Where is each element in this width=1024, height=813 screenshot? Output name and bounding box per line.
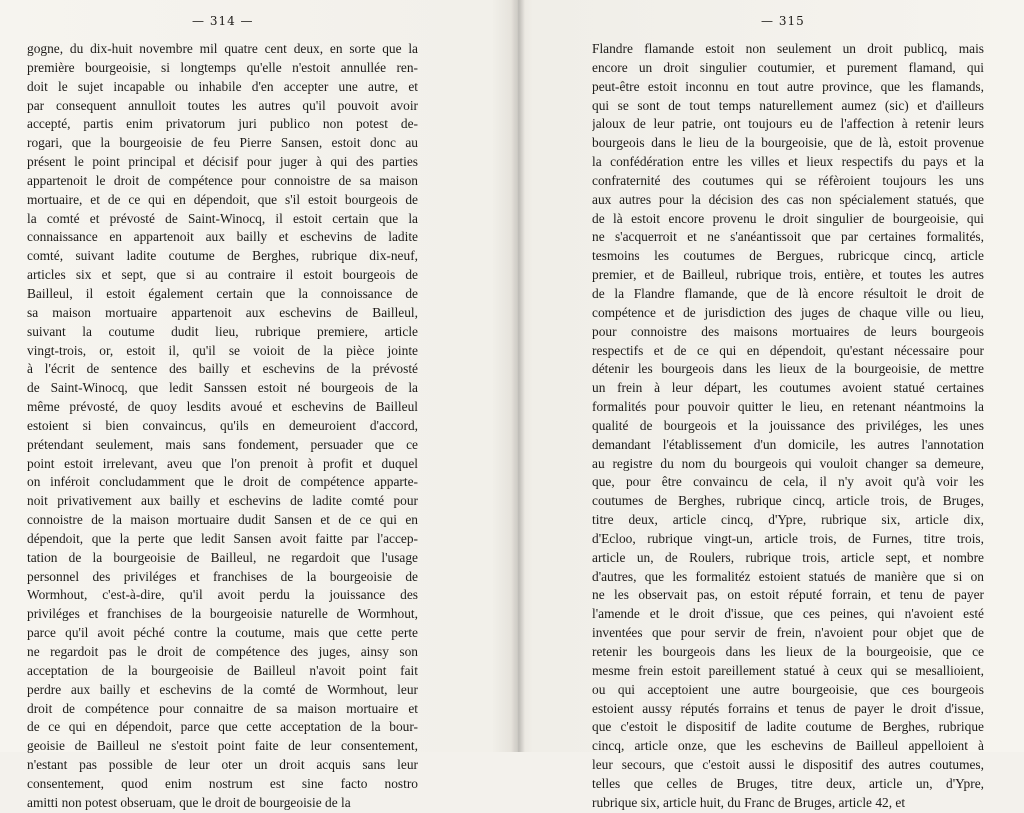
text-line: ne les observait pas, on estoit réputé forrain, et tenu de payer — [592, 587, 984, 603]
text-line: que, pour être convaincu de cela, il n'y avoit qu'à voir les — [592, 474, 984, 490]
text-line: titre deux, article cincq, d'Ypre, rubrique six, article dix, — [592, 512, 984, 528]
text-line: d'autres, que les formalitéz estoient statués de manière que si on — [592, 568, 984, 584]
text-line: de Saint-Winocq, que ledit Sanssen estoit né bourgeois de la — [27, 380, 418, 396]
text-line: mesme frein estoit pareillement statué à ceux qui se mesallioient, — [592, 662, 984, 678]
text-line: compétence et de jurisdiction des juges de chaque ville ou lieu, — [592, 304, 984, 320]
text-line: mortuaire, et de ce qui en dépendoit, que s'il estoit bourgeois de — [27, 191, 418, 207]
text-line: pour connoistre des maisons mortuaires de leurs bourgeois — [592, 323, 984, 339]
text-line: accepté, partis enim privatorum juri publico non potest de- — [27, 116, 418, 132]
text-line: comté, suivant ladite coutume de Berghes, rubrique dix-neuf, — [27, 248, 418, 264]
text-line: rogari, que la bourgeoisie de feu Pierre Sansen, estoit donc au — [27, 135, 418, 151]
text-line: bourgeois dans le lieu de la bourgeoisie, que de là, estoit provenue — [592, 135, 984, 151]
text-line: même prévosté, de quoy lesdits avoué et eschevins de Bailleul — [27, 399, 418, 415]
text-line: noit privativement aux bailly et eschevins de ladite comté pour — [27, 493, 418, 509]
left-page-text — [27, 40, 418, 813]
text-line: détenir les bourgeois dans les lieux de la bourgeoisie, de mettre — [592, 361, 984, 377]
text-line: présent le point principal et décisif pour juger à qui des parties — [27, 154, 418, 170]
text-line: l'amende et le droit d'issue, que ces peines, qui n'avoient esté — [592, 606, 984, 622]
text-line: ou qui acceptoient une autre bourgeoisie, que ces bourgeois — [592, 681, 984, 697]
text-line: connoistre de la maison mortuaire dudit Sansen et de ce qui en — [27, 512, 418, 528]
text-line: formalités pour pouvoir quitter le lieu, en retenant néantmoins la — [592, 399, 984, 415]
text-line: un frein à leur départ, les coutumes avoient statué certaines — [592, 380, 984, 396]
text-line: qui se sont de tout temps naturellement aumez (sic) et d'ailleurs — [592, 97, 984, 113]
text-line: doit le sujet incapable ou inhabile d'en accepter une autre, et — [27, 78, 418, 94]
text-line: Wormhout, c'est-à-dire, qu'il avoit perdu la jouissance des — [27, 587, 418, 603]
left-page — [0, 0, 511, 810]
text-line: retenir les bourgeois dans les lieux de la bourgeoisie, que ce — [592, 644, 984, 659]
text-line: Bailleul, il estoit également certain que la connoissance de — [27, 285, 418, 301]
book-gutter — [511, 0, 525, 752]
text-line: geoisie de Bailleul ne s'estoit point faite de leur consentement, — [27, 738, 418, 754]
text-line: de la Flandre flamande, que de là encore résultoit le droit de — [592, 285, 984, 301]
text-line: prétendant seulement, mais sans fondement, persuader que ce — [27, 436, 418, 452]
text-line: sa maison mortuaire appartenoit aux eschevins de Bailleul, — [27, 304, 418, 320]
text-line: par consequent annulloit toutes les autres qu'il pouvoit avoir — [27, 97, 418, 113]
text-line: priviléges et franchises de la bourgeoisie naturelle de Wormhout, — [27, 606, 418, 622]
right-page-number: — 315 — [761, 14, 805, 28]
left-page-number: — 314 — — [192, 14, 254, 28]
text-line: on inféroit concludamment que le droit de compétence apparte- — [27, 474, 418, 490]
text-line: n'estant pas possible de leur oter un droit acquis sans leur — [27, 757, 418, 773]
text-line: respectifs et de ce qui en dépendoit, qu'estant nécessaire pour — [592, 342, 984, 358]
right-page — [525, 0, 1024, 810]
text-line: aux autres pour la décision des cas non spécialement statués, que — [592, 191, 984, 207]
text-line: demandant l'établissement d'un domicile, les autres l'annotation — [592, 436, 984, 452]
text-line: appartenoit le droit de compétence pour connoistre de sa maison — [27, 172, 418, 188]
text-line: d'Ecloo, rubrique vingt-un, article trois, de Furnes, titre trois, — [592, 530, 984, 546]
text-line: première bourgeoisie, si longtemps qu'elle n'estoit annullée ren- — [27, 59, 418, 75]
text-line: leur secours, que c'estoit aussi le dispositif des autres coutumes, — [592, 757, 984, 773]
text-line: que c'estoit le dispositif de ladite coutume de Berghes, rubrique — [592, 719, 984, 735]
text-line: estoient si bien convaincus, qu'ils en demeuroient d'accord, — [27, 417, 418, 433]
text-line: coutumes de Berghes, rubrique cincq, article trois, de Bruges, — [592, 493, 984, 509]
text-line: gogne, du dix-huit novembre mil quatre cent deux, en sorte que la — [27, 41, 418, 56]
text-line: jaloux de leur patrie, ont toujours eu de l'affection à retenir leurs — [592, 116, 984, 132]
text-line: dépendoit, que la perte que ledit Sansen avoit faitte par l'accep- — [27, 530, 418, 546]
text-line: suivant la coutume dudit lieu, rubrique premiere, article — [27, 323, 418, 339]
text-line: point estoit irrelevant, aveu que l'on prenoit à profit et duquel — [27, 455, 418, 471]
text-line: qualité de bourgeois et la jouissance des priviléges, les unes — [592, 417, 984, 433]
text-line: de ce qui en dépendoit, parce que cette acceptation de la bour- — [27, 719, 418, 735]
text-line: à l'écrit de sentence des bailly et eschevins de la prévosté — [27, 361, 418, 377]
text-line: droit de compétence pour connaitre de sa maison mortuaire et — [27, 700, 418, 716]
text-line: ne regardoit pas le droit de compétence des juges, ainsy son — [27, 644, 418, 659]
text-line: rubrique six, article huit, du Franc de Bruges, article 42, et — [592, 794, 906, 810]
text-line: peut-être estoit inconnu en tout autre province, que les flamands, — [592, 78, 984, 94]
text-line: amitti non potest obseruam, que le droit de bourgeoisie de la — [27, 794, 351, 810]
text-line: article un, de Roulers, rubrique trois, article sept, et nombre — [592, 549, 984, 565]
text-line: au registre du nom du bourgeois qui vouloit changer sa demeure, — [592, 455, 984, 471]
text-line: telles que celles de Bruges, titre deux, article un, d'Ypre, — [592, 775, 984, 791]
text-line: cincq, article onze, que les eschevins de Bailleul appelloient à — [592, 738, 984, 754]
text-line: inventées que pour servir de frein, n'avoient pour objet que de — [592, 625, 984, 641]
right-page-text — [592, 40, 984, 813]
text-line: parce qu'il avoit péché contre la coutume, mais que cette perte — [27, 625, 418, 641]
text-line: confraternité des coutumes qui se réfèroient toujours les uns — [592, 172, 984, 188]
text-line: de là estoit encore provenu le droit singulier de bourgeoisie, qui — [592, 210, 984, 226]
text-line: vingt-trois, or, estoit il, qu'il se voioit de la pièce jointe — [27, 342, 418, 358]
text-line: premier, et de Bailleul, rubrique trois, entière, et toutes les autres — [592, 267, 984, 283]
text-line: consentement, quod enim nostrum est sine facto nostro — [27, 775, 418, 791]
text-line: tation de la bourgeoisie de Bailleul, ne regardoit que l'usage — [27, 549, 418, 565]
text-line: ne s'acquerroit et ne s'anéantissoit que par certaines formalités, — [592, 229, 984, 245]
text-line: estoient aussy réputés forrains et tenus de payer le droit d'issue, — [592, 700, 984, 716]
text-line: connaissance en appartenoit aux bailly et eschevins de ladite — [27, 229, 418, 245]
text-line: personnel des priviléges et franchises de la bourgeoisie de — [27, 568, 418, 584]
text-line: tesmoins les coutumes de Bergues, rubricque cincq, article — [592, 248, 984, 264]
text-line: la confédération entre les villes et lieux respectifs du pays et la — [592, 154, 984, 170]
text-line: perdre aux bailly et eschevins de la comté de Wormhout, leur — [27, 681, 418, 697]
text-line: Flandre flamande estoit non seulement un droit publicq, mais — [592, 41, 984, 56]
text-line: articles six et sept, que si au contraire il estoit bourgeois de — [27, 267, 418, 283]
text-line: la comté et prévosté de Saint-Winocq, il estoit certain que la — [27, 210, 418, 226]
text-line: encore un droit singulier coutumier, et purement flamand, qui — [592, 59, 984, 75]
text-line: acceptation de la bourgeoisie de Bailleul n'avoit point fait — [27, 662, 418, 678]
